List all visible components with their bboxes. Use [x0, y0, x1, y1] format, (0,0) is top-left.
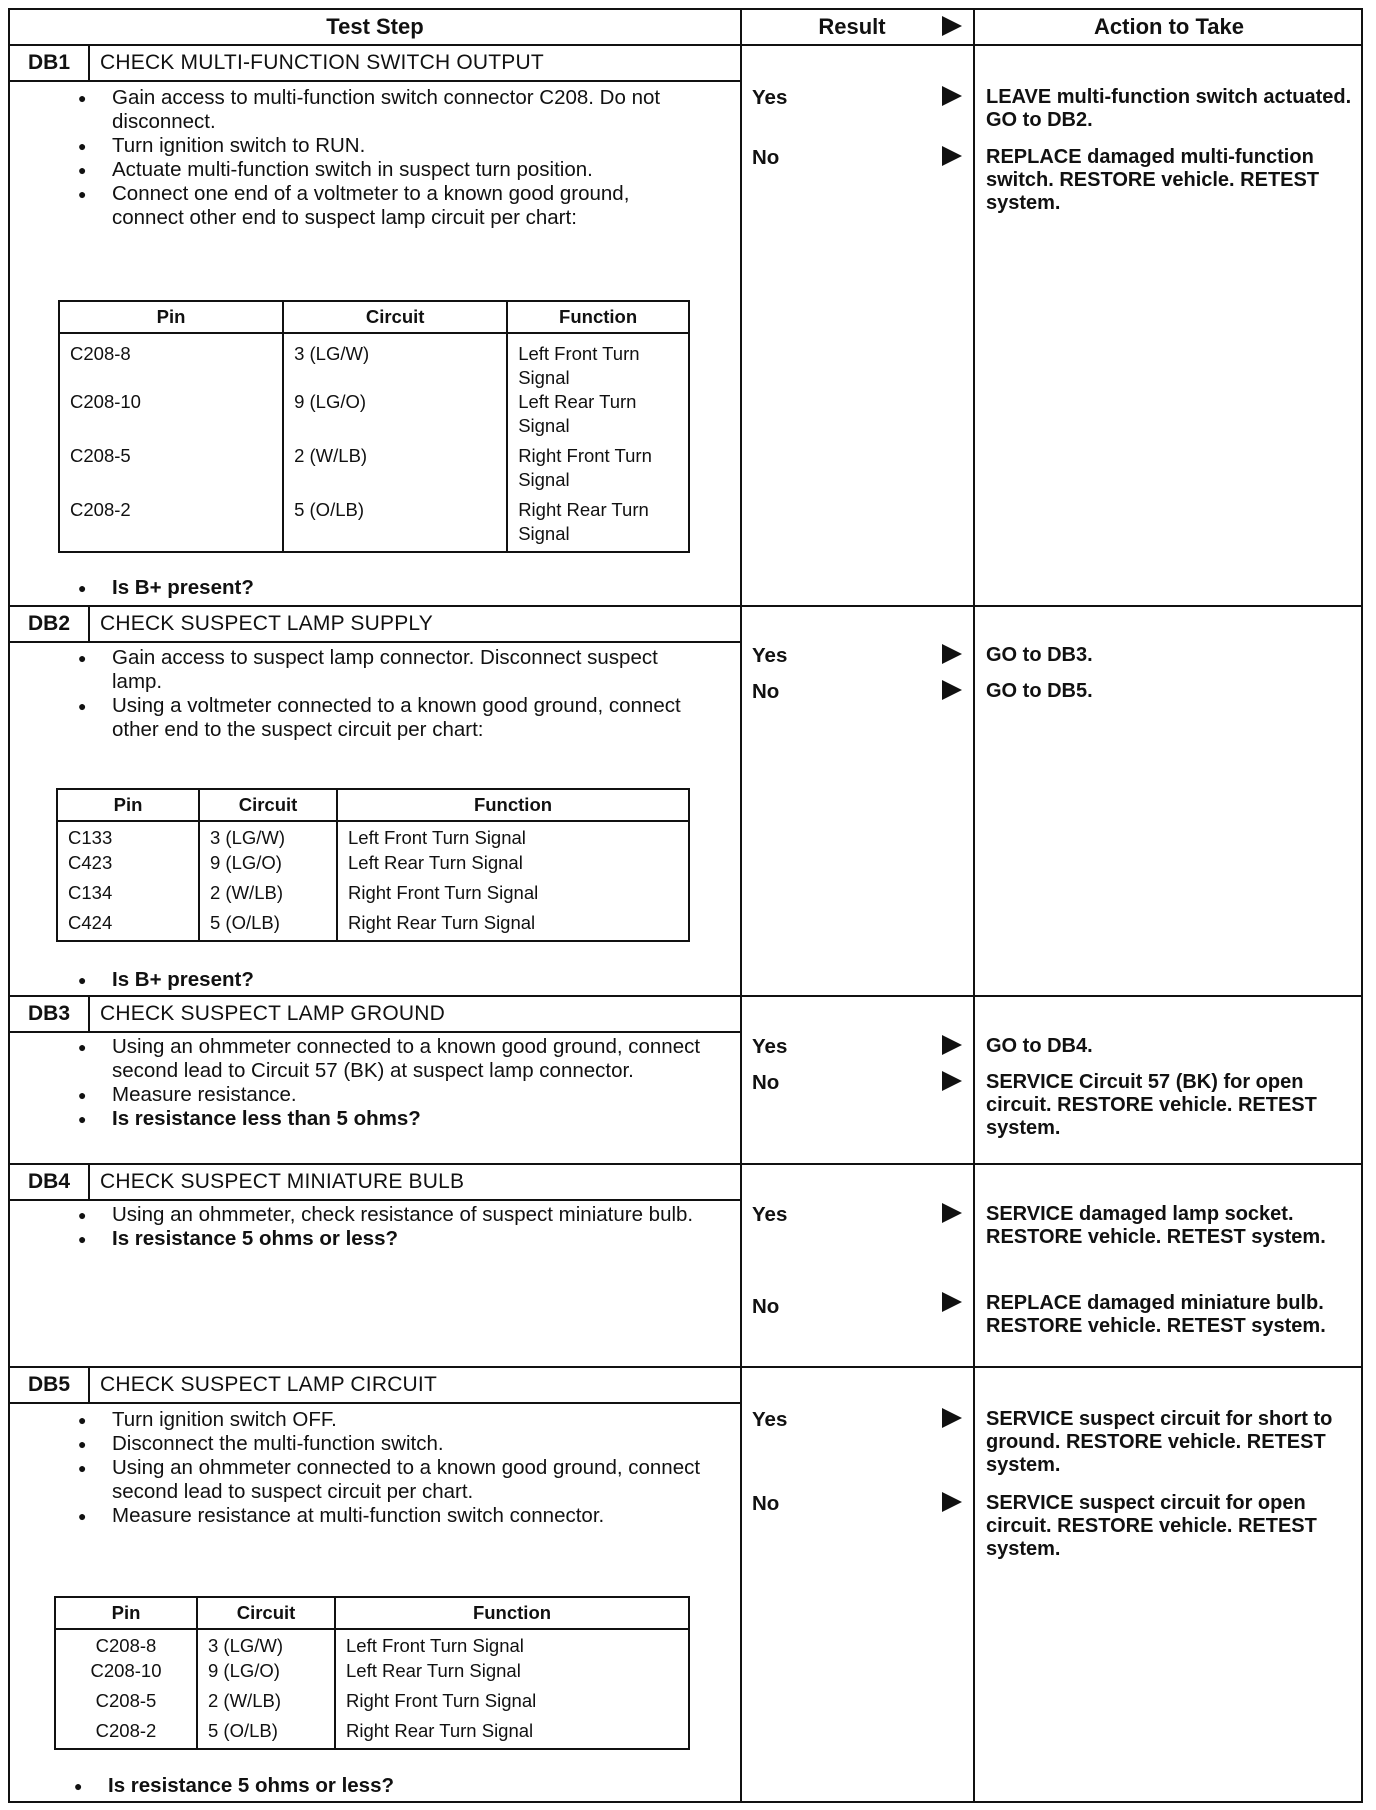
cell: 3 (LG/W)	[197, 1629, 335, 1659]
step-db1-question	[70, 576, 690, 600]
arrow-icon	[942, 1035, 962, 1055]
arrow-icon	[942, 1071, 962, 1091]
cell: C208-5	[55, 1689, 197, 1719]
step-db1-header	[10, 46, 740, 80]
step-db2-rule	[10, 641, 740, 643]
step-db2-bullets	[70, 646, 710, 742]
step-id: DB4	[10, 1165, 90, 1199]
col-header: Pin	[57, 789, 199, 821]
list-item: ● Measure resistance at multi-function switch connector.	[70, 1504, 710, 1528]
cell: 9 (LG/O)	[199, 851, 337, 881]
header-action: Action to Take	[1094, 14, 1244, 39]
list-item: ● Gain access to multi-function switch connector C208. Do not disconnect.	[70, 86, 690, 134]
action-db5-yes: SERVICE suspect circuit for short to ground. RESTORE vehicle. RETEST system.	[986, 1408, 1333, 1476]
result-no: No	[752, 146, 780, 169]
table-row	[55, 1659, 689, 1689]
cell: C423	[57, 851, 199, 881]
question: ● Is B+ present?	[70, 576, 690, 600]
action-db1-no: REPLACE damaged multi-function switch. RESTORE vehicle. RETEST system.	[986, 146, 1320, 214]
cell: C424	[57, 911, 199, 941]
cell: Right Front Turn Signal	[335, 1689, 689, 1719]
question: ● Is resistance less than 5 ohms?	[70, 1107, 710, 1131]
cell: C208-2	[59, 498, 283, 552]
arrow-icon	[942, 86, 962, 106]
arrow-icon	[942, 146, 962, 166]
cell: Left Rear Turn Signal	[337, 851, 689, 881]
table-row	[59, 333, 689, 390]
cell: Right Rear Turn Signal	[507, 498, 689, 552]
step-id: DB3	[10, 997, 90, 1031]
action-db2-yes: GO to DB3.	[986, 644, 1093, 666]
cell: C133	[57, 821, 199, 851]
step-db5-bullets	[70, 1408, 710, 1528]
step-db4-bullets	[70, 1203, 710, 1251]
col-header: Pin	[55, 1597, 197, 1629]
table-row	[57, 911, 689, 941]
step-db1-rule	[10, 80, 740, 82]
cell: Right Rear Turn Signal	[335, 1719, 689, 1749]
col-header: Pin	[59, 301, 283, 333]
arrow-icon	[942, 1492, 962, 1512]
cell: 2 (W/LB)	[197, 1689, 335, 1719]
cell: 3 (LG/W)	[283, 333, 507, 390]
cell: 3 (LG/W)	[199, 821, 337, 851]
col-header: Function	[337, 789, 689, 821]
table-row	[55, 1689, 689, 1719]
table-row	[57, 881, 689, 911]
pin-table-db2	[56, 788, 690, 942]
cell: Left Rear Turn Signal	[507, 390, 689, 444]
divider-result	[740, 10, 742, 1801]
result-yes: Yes	[752, 1408, 788, 1431]
list-item: ● Actuate multi-function switch in suspect turn position.	[70, 158, 690, 182]
list-item: ● Using an ohmmeter, check resistance of suspect miniature bulb.	[70, 1203, 710, 1227]
arrow-icon	[942, 680, 962, 700]
action-db2-no: GO to DB5.	[986, 680, 1093, 702]
step-db4-header	[10, 1165, 740, 1199]
step-db5-header	[10, 1368, 740, 1402]
cell: C208-10	[59, 390, 283, 444]
action-db4-yes: SERVICE damaged lamp socket. RESTORE vehicle. RETEST system.	[986, 1203, 1326, 1248]
table-row	[55, 1629, 689, 1659]
cell: 9 (LG/O)	[197, 1659, 335, 1689]
table-row	[59, 390, 689, 444]
result-yes: Yes	[752, 86, 788, 109]
question: ● Is resistance 5 ohms or less?	[70, 1227, 710, 1251]
cell: 5 (O/LB)	[283, 498, 507, 552]
table-row	[55, 1719, 689, 1749]
result-no: No	[752, 1071, 780, 1094]
step-title: CHECK MULTI-FUNCTION SWITCH OUTPUT	[100, 51, 544, 74]
header-test-step: Test Step	[326, 14, 424, 39]
table-row	[57, 821, 689, 851]
arrow-icon	[942, 644, 962, 664]
cell: C208-10	[55, 1659, 197, 1689]
list-item: ● Disconnect the multi-function switch.	[70, 1432, 710, 1456]
cell: Left Front Turn Signal	[507, 333, 689, 390]
step-db1-bullets	[70, 86, 690, 230]
pin-table-db5	[54, 1596, 690, 1750]
step-db5-question	[66, 1774, 686, 1798]
result-no: No	[752, 1295, 780, 1318]
cell: Left Front Turn Signal	[335, 1629, 689, 1659]
list-item: ● Using an ohmmeter connected to a known good ground, connect second lead to suspect circuit per chart.	[70, 1456, 710, 1504]
arrow-icon	[942, 1408, 962, 1428]
col-header: Circuit	[197, 1597, 335, 1629]
list-item: ● Using an ohmmeter connected to a known good ground, connect second lead to Circuit 57 (BK) at suspect lamp connector.	[70, 1035, 710, 1083]
cell: 2 (W/LB)	[199, 881, 337, 911]
step-id: DB1	[10, 46, 90, 80]
cell: Left Rear Turn Signal	[335, 1659, 689, 1689]
step-title: CHECK SUSPECT LAMP SUPPLY	[100, 612, 433, 635]
result-yes: Yes	[752, 1203, 788, 1226]
cell: 9 (LG/O)	[283, 390, 507, 444]
cell: Right Front Turn Signal	[337, 881, 689, 911]
pin-table-db1	[58, 300, 690, 553]
question: ● Is B+ present?	[70, 968, 690, 992]
result-yes: Yes	[752, 644, 788, 667]
step-db2-header	[10, 607, 740, 641]
col-header: Circuit	[283, 301, 507, 333]
cell: C208-8	[55, 1629, 197, 1659]
action-db1-yes: LEAVE multi-function switch actuated. GO to DB2.	[986, 86, 1352, 131]
step-db5-rule	[10, 1402, 740, 1404]
result-no: No	[752, 1492, 780, 1515]
step-id: DB5	[10, 1368, 90, 1402]
cell: 2 (W/LB)	[283, 444, 507, 498]
question: ● Is resistance 5 ohms or less?	[66, 1774, 686, 1798]
table-row	[59, 498, 689, 552]
list-item: ● Connect one end of a voltmeter to a known good ground, connect other end to suspect lamp circuit per chart:	[70, 182, 690, 230]
col-header: Circuit	[199, 789, 337, 821]
arrow-icon	[942, 1292, 962, 1312]
header-result: Result	[818, 14, 886, 39]
result-no: No	[752, 680, 780, 703]
step-title: CHECK SUSPECT LAMP GROUND	[100, 1002, 445, 1025]
action-db4-no: REPLACE damaged miniature bulb. RESTORE vehicle. RETEST system.	[986, 1292, 1326, 1337]
list-item: ● Gain access to suspect lamp connector. Disconnect suspect lamp.	[70, 646, 710, 694]
result-yes: Yes	[752, 1035, 788, 1058]
step-db3-header	[10, 997, 740, 1031]
cell: Left Front Turn Signal	[337, 821, 689, 851]
cell: Right Rear Turn Signal	[337, 911, 689, 941]
table-row	[59, 444, 689, 498]
cell: Right Front Turn Signal	[507, 444, 689, 498]
list-item: ● Using a voltmeter connected to a known good ground, connect other end to the suspect circuit per chart:	[70, 694, 710, 742]
step-db2-question	[70, 968, 690, 992]
action-db3-yes: GO to DB4.	[986, 1035, 1093, 1057]
divider-action	[973, 10, 975, 1801]
arrow-icon	[942, 1203, 962, 1223]
step-id: DB2	[10, 607, 90, 641]
list-item: ● Turn ignition switch OFF.	[70, 1408, 710, 1432]
list-item: ● Turn ignition switch to RUN.	[70, 134, 690, 158]
cell: 5 (O/LB)	[199, 911, 337, 941]
step-title: CHECK SUSPECT LAMP CIRCUIT	[100, 1373, 437, 1396]
cell: C134	[57, 881, 199, 911]
diagnostic-table	[8, 8, 1363, 1803]
action-db3-no: SERVICE Circuit 57 (BK) for open circuit. RESTORE vehicle. RETEST system.	[986, 1071, 1317, 1139]
action-db5-no: SERVICE suspect circuit for open circuit. RESTORE vehicle. RETEST system.	[986, 1492, 1317, 1560]
cell: C208-2	[55, 1719, 197, 1749]
step-title: CHECK SUSPECT MINIATURE BULB	[100, 1170, 465, 1193]
list-item: ● Measure resistance.	[70, 1083, 710, 1107]
header-arrow-icon	[942, 16, 962, 36]
col-header: Function	[335, 1597, 689, 1629]
step-db3-rule	[10, 1031, 740, 1033]
col-header: Function	[507, 301, 689, 333]
table-row	[57, 851, 689, 881]
step-db4-rule	[10, 1199, 740, 1201]
cell: C208-8	[59, 333, 283, 390]
cell: C208-5	[59, 444, 283, 498]
step-db3-bullets	[70, 1035, 710, 1131]
cell: 5 (O/LB)	[197, 1719, 335, 1749]
